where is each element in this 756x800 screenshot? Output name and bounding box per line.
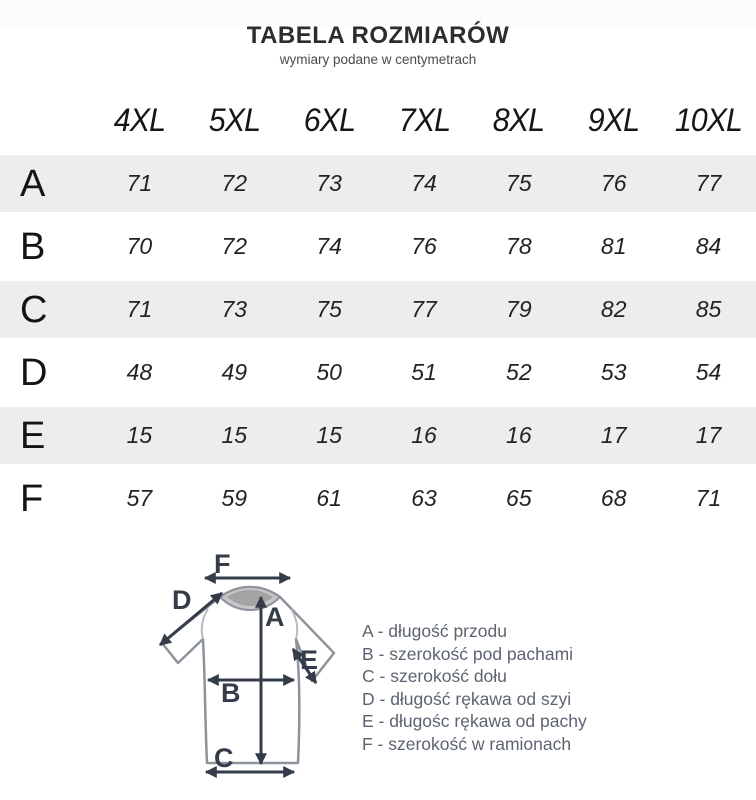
row-label-d: D xyxy=(20,351,48,394)
cell-c-9xl: 82 xyxy=(600,296,627,322)
column-header-7xl: 7XL xyxy=(398,101,450,138)
table-row-f xyxy=(0,467,756,530)
cell-f-5xl: 59 xyxy=(221,485,248,511)
page-subtitle: wymiary podane w centymetrach xyxy=(279,52,477,67)
legend-item-d: D - długość rękawa od szyi xyxy=(362,688,572,709)
cell-a-7xl: 74 xyxy=(411,170,437,196)
diagram-letter-f: F xyxy=(214,549,231,579)
cell-d-7xl: 51 xyxy=(411,359,437,385)
cell-b-4xl: 70 xyxy=(126,233,153,259)
measurement-legend xyxy=(362,620,587,755)
cell-f-6xl: 61 xyxy=(316,485,342,511)
row-label-a: A xyxy=(20,162,46,205)
cell-c-4xl: 71 xyxy=(126,296,153,322)
column-header-10xl: 10XL xyxy=(674,101,743,138)
diagram-letter-e: E xyxy=(300,645,319,675)
legend-item-a: A - długość przodu xyxy=(362,621,507,641)
cell-c-10xl: 85 xyxy=(695,296,722,322)
legend-item-b: B - szerokość pod pachami xyxy=(362,643,574,664)
column-header-8xl: 8XL xyxy=(493,101,545,138)
cell-e-9xl: 17 xyxy=(600,422,627,448)
diagram-letter-a: A xyxy=(265,602,285,632)
table-row-d xyxy=(0,341,756,404)
cell-d-6xl: 50 xyxy=(316,359,342,385)
cell-d-4xl: 48 xyxy=(126,359,153,385)
tshirt-measurement-diagram xyxy=(150,545,370,800)
column-header-9xl: 9XL xyxy=(588,101,640,138)
cell-f-7xl: 63 xyxy=(411,485,437,511)
cell-f-9xl: 68 xyxy=(600,485,627,511)
cell-a-9xl: 76 xyxy=(600,170,627,196)
cell-b-5xl: 72 xyxy=(221,233,248,259)
cell-c-8xl: 79 xyxy=(506,296,532,322)
cell-a-5xl: 72 xyxy=(221,170,248,196)
size-table-header xyxy=(0,88,756,152)
cell-b-6xl: 74 xyxy=(316,233,342,259)
row-label-b: B xyxy=(20,225,46,268)
row-label-f: F xyxy=(20,477,44,520)
cell-d-5xl: 49 xyxy=(221,359,248,385)
cell-e-6xl: 15 xyxy=(316,422,342,448)
cell-e-8xl: 16 xyxy=(506,422,532,448)
page-title: TABELA ROZMIARÓW xyxy=(246,22,510,49)
cell-a-4xl: 71 xyxy=(126,170,153,196)
cell-e-10xl: 17 xyxy=(695,422,722,448)
diagram-letter-c: C xyxy=(214,743,234,773)
column-header-4xl: 4XL xyxy=(113,101,166,138)
cell-b-8xl: 78 xyxy=(506,233,532,259)
cell-b-10xl: 84 xyxy=(695,233,722,259)
legend-item-e: E - długośc rękawa od pachy xyxy=(362,711,587,731)
row-label-c: C xyxy=(20,288,48,331)
title-block xyxy=(0,22,756,67)
table-row-a xyxy=(0,152,756,215)
cell-f-10xl: 71 xyxy=(695,485,722,511)
cell-b-9xl: 81 xyxy=(600,233,627,259)
cell-e-7xl: 16 xyxy=(411,422,437,448)
cell-d-10xl: 54 xyxy=(695,359,722,385)
cell-f-8xl: 65 xyxy=(506,485,532,511)
size-table xyxy=(0,88,756,530)
legend-item-c: C - szerokość dołu xyxy=(362,666,507,686)
diagram-letter-b: B xyxy=(221,678,241,708)
column-header-6xl: 6XL xyxy=(303,101,355,138)
cell-c-5xl: 73 xyxy=(221,296,248,322)
cell-a-10xl: 77 xyxy=(695,170,722,196)
cell-e-5xl: 15 xyxy=(221,422,248,448)
cell-c-6xl: 75 xyxy=(316,296,342,322)
cell-a-8xl: 75 xyxy=(506,170,532,196)
table-row-c xyxy=(0,278,756,341)
cell-d-9xl: 53 xyxy=(600,359,627,385)
row-label-e: E xyxy=(20,414,46,457)
cell-c-7xl: 77 xyxy=(411,296,437,322)
diagram-letter-d: D xyxy=(172,585,192,615)
table-row-b xyxy=(0,215,756,278)
cell-b-7xl: 76 xyxy=(411,233,437,259)
legend-item-f: F - szerokość w ramionach xyxy=(362,733,572,754)
cell-f-4xl: 57 xyxy=(126,485,153,511)
cell-e-4xl: 15 xyxy=(126,422,153,448)
column-header-5xl: 5XL xyxy=(208,101,260,138)
cell-a-6xl: 73 xyxy=(316,170,342,196)
table-row-e xyxy=(0,404,756,467)
cell-d-8xl: 52 xyxy=(506,359,532,385)
